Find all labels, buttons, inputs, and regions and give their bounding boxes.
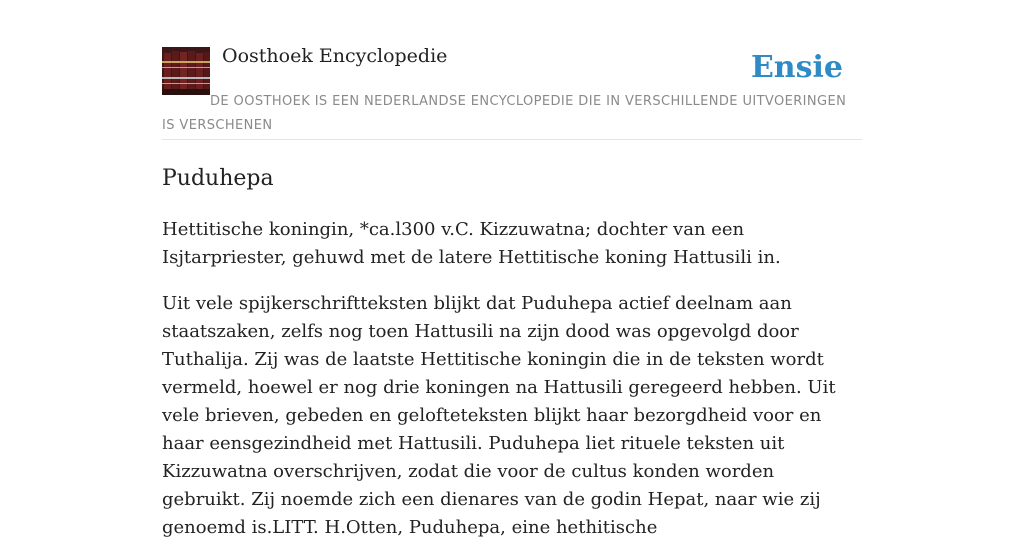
content-column — [162, 0, 862, 542]
article-paragraph: Uit vele spijkerschriftteksten blijkt dat Puduhepa actief deelnam aan staatszaken, zelfs nog toen Hattusili na zijn dood was opgevolgd door Tuthalija. Zij was de laatste Hettitische koningin die in de teksten wordt vermeld, hoewel er nog drie koningen na Hattusili geregeerd hebben. Uit vele brieven, gebeden en gelofteteksten blijkt haar bezorgdheid voor en haar eensgezindheid met Hattusili. Puduhepa liet rituele teksten uit Kizzuwatna overschrijven, zodat die voor de cultus konden worden gebruikt. Zij noemde zich een dienares van de godin Hepat, naar wie zij genoemd is.LITT. H.Otten, Puduhepa, eine hethitische — [162, 293, 836, 538]
book-spines-icon — [162, 47, 210, 95]
site-avatar[interactable] — [162, 47, 210, 95]
article-title: Puduhepa — [162, 166, 274, 191]
brand-logo[interactable]: Ensie — [750, 50, 843, 85]
site-header — [162, 0, 862, 140]
site-tagline: DE OOSTHOEK IS EEN NEDERLANDSE ENCYCLOPEDIE DIE IN VERSCHILLENDE UITVOERINGEN IS VERSCHENEN — [162, 94, 847, 133]
article-paragraph: Hettitische koningin, *ca.l300 v.C. Kizzuwatna; dochter van een Isjtarpriester, gehuwd met de latere Hettitische koning Hattusili in. — [162, 219, 781, 268]
site-name[interactable]: Oosthoek Encyclopedie — [222, 45, 448, 67]
